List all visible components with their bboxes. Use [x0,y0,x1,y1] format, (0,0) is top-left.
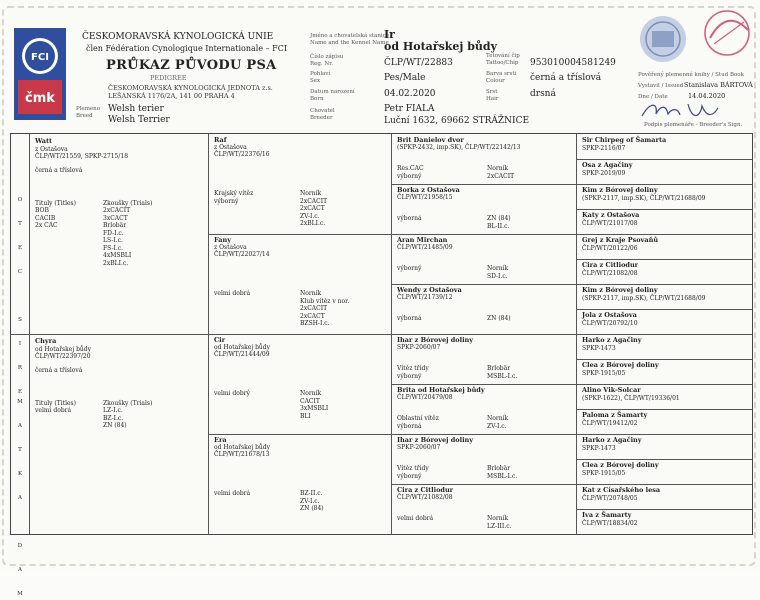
gen3-reg: ČLP/WT/21739/12 [397,294,453,301]
grid-line [391,284,752,285]
gen3-reg: ČLP/WT/21958/15 [397,194,453,201]
gen3-reg: ČLP/WT/20479/08 [397,394,453,401]
gen2-eval: velmi dobrá [214,290,251,297]
gen3-exams: ZN (84) BL-II.c. [487,215,511,230]
gen4-reg: SPKP-1473 [582,445,616,452]
gen2-reg: ČLP/WT/21678/13 [214,451,270,458]
pedigree-table [10,133,753,597]
gen3-name: Cira z Citliodur [397,486,454,494]
grid-line [391,484,752,485]
gen4-reg: SPKP-2019/09 [582,170,626,177]
gen4-reg: ČLP/WT/20792/10 [582,320,638,327]
dog-chip: 953010004581249 [530,58,616,68]
gen4-name: Alino Vik-Solcar [582,386,641,394]
gen2-kennel: z Ostašova [214,244,247,251]
gen2-reg: ČLP/WT/22027/14 [214,251,270,258]
gen3-reg: ČLP/WT/21082/08 [397,494,453,501]
breeder-label: Chovatel Breeder [310,108,335,121]
gen4-name: Kat z Císařského lesa [582,486,661,494]
gen4-reg: (SPKP-2117, imp.SK), ČLP/WT/21688/09 [582,195,706,202]
gen4-reg: ČLP/WT/21017/08 [582,220,638,227]
studbook-label: Pověřený plemenné knihy / Stud Book [638,72,744,78]
sex-label: Pohlaví Sex [310,71,331,84]
grid-line [576,159,752,160]
gen3-eval: výborná [397,215,422,222]
gen2-kennel: od Hotařskej bůdy [214,444,271,451]
gen2-name: Raf [214,136,227,144]
breed-cz: Welsh terier [108,104,164,114]
gen4-reg: ČLP/WT/19412/02 [582,420,638,427]
gen2-name: Cir [214,336,226,344]
grid-line [391,184,752,185]
reg-label: Číslo zápisu Reg. Nr. [310,54,344,67]
gen3-eval: velmi dobrá [397,515,434,522]
document-subtitle: PEDIGREE [150,74,187,82]
grid-line [208,234,752,235]
gen2-kennel: z Ostašova [214,144,247,151]
gen4-name: Osa z Agačiny [582,161,633,169]
gen4-reg: SPKP-2116/07 [582,145,626,152]
gen3-name: Borka z Ostašova [397,186,460,194]
gen4-name: Cira z Citliodur [582,261,639,269]
dog-reg: ČLP/WT/22883 [384,58,453,68]
svg-text:FCI: FCI [31,52,49,63]
gen3-eval: Res.CAC výborný [397,165,424,180]
gen2-name: Era [214,436,227,444]
grid-line [576,409,752,410]
dog-hair: drsná [530,89,556,99]
gen3-eval: výborná [397,315,422,322]
gen4-reg: ČLP/WT/20122/06 [582,245,638,252]
gen4-reg: ČLP/WT/18834/02 [582,520,638,527]
gen4-name: Harko z Agačiny [582,436,642,444]
gen1-color: černá a tříslová [35,367,83,374]
breed-label: Plemeno Breed [76,106,101,119]
gen1-kennel: z Ostašova [35,146,68,153]
issuer-address: LEŠANSKÁ 1176/2A, 141 00 PRAHA 4 [108,92,235,100]
breed-en: Welsh Terrier [108,115,170,125]
gen3-exams: Brlobär MSBL-I.c. [487,465,518,480]
svg-text:čmk: čmk [25,91,55,106]
gen4-name: Kim z Bórovej doliny [582,186,658,194]
issue-date: 14.04.2020 [688,92,726,100]
gen4-name: Katy z Ostašova [582,211,640,219]
breeder-address: Luční 1632, 69662 STRÁŽNICE [384,116,530,126]
grid-line [576,259,752,260]
gen4-name: Paloma z Šamarty [582,411,648,419]
grid-line [576,209,752,210]
gen1-titles: BOB CACIB 2x CAC [35,207,58,229]
gen3-eval: Vítěz třídy výborný [397,365,429,380]
gen3-name: Wendy z Ostašova [397,286,462,294]
chip-label: Tetování čip Tattoo/Chip [486,53,520,66]
fci-membership: člen Fédération Cynologique Internationale – FCI [86,44,287,53]
gen4-name: Kim z Bórovej doliny [582,286,658,294]
gen3-name: Brit Danielov dvor [397,136,464,144]
dog-color: černá a tříslová [530,73,602,83]
gen4-reg: SPKP-1915/05 [582,370,626,377]
gen1-color: černá a tříslová [35,167,83,174]
gen3-eval: Vítěz třídy výborný [397,465,429,480]
gen1-reg: ČLP/WT/22397/20 [35,353,91,360]
gen2-exams: BZ-II.c. ZV-I.c. ZN (84) [300,490,324,512]
dog-dob: 04.02.2020 [384,89,436,99]
gen1-exams-label: Zkoušky (Trials) [103,200,153,207]
grid-line [391,384,752,385]
signature-label: Podpis plemenáře - Breeder's Sign. [644,122,743,128]
gen3-eval: Oblastní vítěz výborná [397,415,439,430]
gen2-reg: ČLP/WT/22376/16 [214,151,270,158]
grid-line [576,459,752,460]
grid-line [208,434,752,435]
gen4-reg: SPKP-1473 [582,345,616,352]
gen3-reg: ČLP/WT/21485/09 [397,244,453,251]
gen1-exams: LZ-I.c. BZ-I.c. ZN (84) [103,407,127,429]
gen1-exams-label: Zkoušky (Trials) [103,400,153,407]
grid-line [576,309,752,310]
gen2-exams: Norník 2xCACIT 2xCACT ZV-I.c. 2xBLI.c. [300,190,328,227]
gen2-name: Fany [214,236,231,244]
grid-line [11,334,752,335]
issued-label: Vystavil / Issued [638,83,684,89]
gen3-name: Aran Mirchan [397,236,448,244]
gen3-reg: (SPKP-2432, imp.SK), ČLP/WT/22142/13 [397,144,521,151]
signature-icon [640,100,720,122]
gen1-titles-label: Tituly (Titles) [35,400,76,407]
name-label: Jméno a chovatelská stanice Name and the Kennel Name [310,33,389,46]
gen3-exams: Norník ZV-I.c. [487,415,509,430]
gen4-name: Harko z Agačiny [582,336,642,344]
gen2-exams: Norník Klub vítěz v nor. 2xCACIT 2xCACT BZSH-I.c. [300,290,350,327]
gen3-exams: ZN (84) [487,315,511,322]
gen3-exams: Brlobär MSBL-I.c. [487,365,518,380]
gen4-reg: (SPKP-2117, imp.SK), ČLP/WT/21688/09 [582,295,706,302]
red-stamp-icon [700,8,755,58]
gen4-name: Grej z Kraje Psovaňů [582,236,659,244]
dog-sex: Pes/Male [384,73,426,83]
gen3-reg: SPKP-2060/07 [397,344,441,351]
color-label: Barva srsti Colour [486,71,517,84]
gen4-name: Jola z Ostašova [582,311,637,319]
date-label: Dne / Date [638,94,668,100]
gen3-reg: SPKP-2060/07 [397,444,441,451]
fci-cmku-logo-icon [14,28,66,120]
gen4-name: Clea z Bórovej doliny [582,361,659,369]
gen3-name: Ihar z Bórovej doliny [397,436,474,444]
dog-name-line2: od Hotařskej bůdy [384,40,497,53]
gen2-kennel: od Hotařskej bůdy [214,344,271,351]
grid-line [576,359,752,360]
org-name: ČESKOMORAVSKÁ KYNOLOGICKÁ UNIE [82,32,274,42]
gen4-name: Sir Chirpeg of Šamarta [582,136,667,144]
grid-line [576,509,752,510]
gen1-reg: ČLP/WT/21559, SPKP-2715/18 [35,153,129,160]
gen3-exams: Norník SD-I.c. [487,265,509,280]
gen4-name: Clea z Bórovej doliny [582,461,659,469]
document-title: PRŮKAZ PŮVODU PSA [106,58,277,73]
gen1-exams: 2xCACIT 3xCACT Brlobär FD-I.c. LS-I.c. FS-I.c. 4xMSBLI 2xBLI.c. [103,207,132,267]
dob-label: Datum narození Born [310,89,355,102]
gen3-name: Ihar z Bórovej doliny [397,336,474,344]
gen1-titles-label: Tituly (Titles) [35,200,76,207]
gen3-name: Brita od Hotařskej bůdy [397,386,485,394]
issuer-name: ČESKOMORAVSKÁ KYNOLOGICKÁ JEDNOTA z.s. [108,84,273,92]
gen2-reg: ČLP/WT/21444/09 [214,351,270,358]
gen2-eval: velmi dobrý [214,390,250,397]
gen1-name: Watt [35,137,52,145]
dam-side-label: M A T K A D A M [17,399,23,597]
gen4-name: Iva z Šamarty [582,511,632,519]
gen1-titles: velmi dobrá [35,407,72,414]
sire-side-label: O T E C S I R E [17,197,23,395]
issued-by: Stanislava BÁRTOVÁ [684,81,753,89]
gen4-reg: SPKP-1915/05 [582,470,626,477]
gen4-reg: ČLP/WT/20748/05 [582,495,638,502]
gen3-exams: Norník LZ-III.c. [487,515,512,530]
gen2-eval: Krajský vítěz výborný [214,190,254,205]
breeder-name: Petr FIALA [384,104,435,114]
gen4-reg: (SPKP-1622), ČLP/WT/19336/01 [582,395,680,402]
official-seal-icon [638,14,688,64]
gen2-exams: Norník CACIT 3xMSBLI BLI [300,390,329,420]
gen4-reg: ČLP/WT/21082/08 [582,270,638,277]
gen3-eval: výborný [397,265,422,272]
gen1-kennel: od Hotařskej bůdy [35,346,92,353]
gen1-name: Chyra [35,337,57,345]
gen3-exams: Norník 2xCACIT [487,165,515,180]
gen2-eval: velmi dobrá [214,490,251,497]
dog-name-line1: Ir [384,28,395,41]
hair-label: Srst Hair [486,89,499,102]
